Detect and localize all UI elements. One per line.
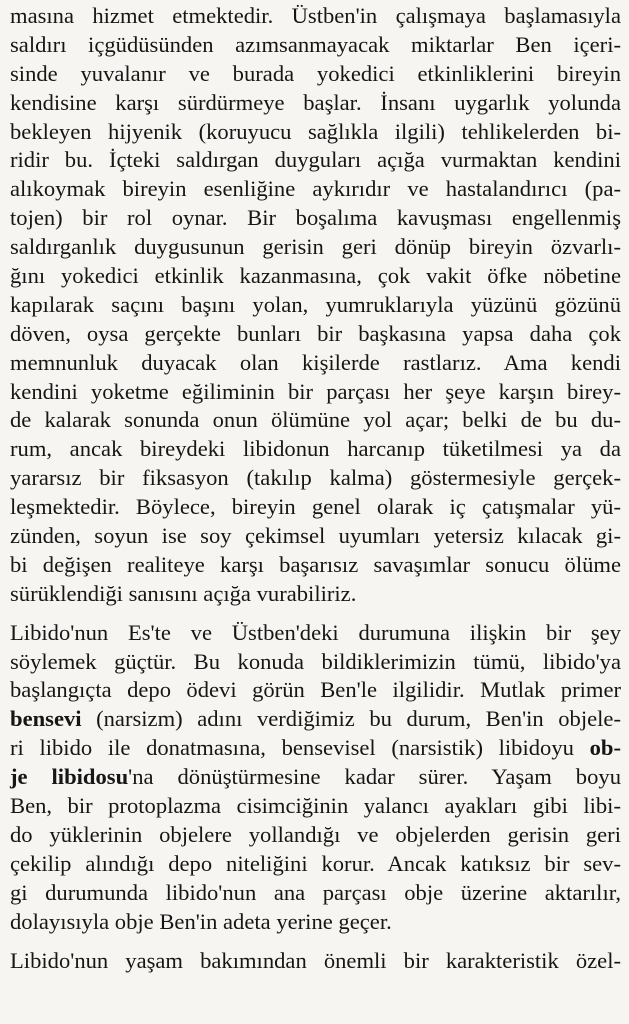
paragraph-2 (10, 619, 621, 937)
text-line: memnunluk duyacak olan kişilerde rastlarız. Ama kendi (10, 349, 621, 375)
text-line: Libido'nun Es'te ve Üstben'deki durumuna ilişkin bir şey (10, 619, 621, 645)
text-line: rum, ancak bireydeki libidonun harcanıp tüketilmesi ya da (10, 436, 621, 462)
text-line: çekilip alındığı depo niteliğini korur. Ancak katıksız bir sev- (10, 850, 621, 876)
text-line: tojen) bir rol oynar. Bir boşalıma kavuşması engellenmiş (10, 205, 621, 231)
text-line: Ben, bir protoplazma cisimciğinin yalancı ayakları gibi libi- (10, 793, 621, 819)
text-line: alıkoymak bireyin esenliğine aykırıdır ve hastalandırıcı (pa- (10, 176, 621, 202)
text-line-last: sürüklendiği sanısını açığa vurabiliriz. (10, 580, 357, 606)
paragraph-gap (10, 937, 621, 947)
paragraph-3 (10, 947, 621, 976)
text-line: bekleyen hijyenik (koruyucu sağlıkla ilgili) tehlikelerden bi- (10, 118, 621, 144)
text-line: leşmektedir. Böylece, bireyin genel olarak iç çatışmalar yü- (10, 494, 621, 520)
text-line-last: dolayısıyla obje Ben'in adeta yerine geçer. (10, 908, 392, 934)
text-line (10, 763, 621, 792)
text-line: Libido'nun yaşam bakımından önemli bir karakteristik özel- (10, 947, 621, 973)
text-line (10, 705, 621, 734)
book-page (10, 2, 621, 975)
text-line: kendisine karşı sürdürmeye başlar. İnsanı uygarlık yolunda (10, 89, 621, 115)
text-line: de kalarak sonunda onun ölümüne yol açar; belki de bu du- (10, 407, 621, 433)
text-line: saldırı içgüdüsünden azımsanmayacak miktarlar Ben içeri- (10, 31, 621, 57)
text-line: ğını yokedici etkinlik kazanmasına, çok vakit öfke nöbetine (10, 263, 621, 289)
text-line: ridir bu. İçteki saldırgan duyguları açığa vurmaktan kendini (10, 147, 621, 173)
text-line: sinde yuvalanır ve burada yokedici etkinliklerini bireyin (10, 60, 621, 86)
paragraph-1 (10, 2, 621, 609)
text-line: bi değişen realiteye karşı başarısız savaşımlar sonucu ölüme (10, 551, 621, 577)
text-line: gi durumunda libido'nun ana parçası obje üzerine aktarılır, (10, 879, 621, 905)
term-bensevi: bensevi (10, 706, 82, 732)
term-obje-libidosu-end: je libidosu (10, 764, 129, 790)
text-run: 'na dönüştürmesine kadar sürer. Yaşam boyu (128, 764, 621, 790)
text-line: saldırganlık duygusunun gerisin geri dönüp bireyin özvarlı- (10, 234, 621, 260)
text-line (10, 734, 621, 763)
text-line: söylemek güçtür. Bu konuda bildiklerimizin tümü, libido'ya (10, 648, 621, 674)
text-line: zünden, soyun ise soy çekimsel uyumları yetersiz kılacak gi- (10, 523, 621, 549)
term-obje-libidosu-start: ob- (589, 735, 621, 761)
text-line: başlangıçta depo ödevi görün Ben'le ilgilidir. Mutlak primer (10, 677, 621, 703)
text-run: (narsizm) adını verdiğimiz bu durum, Ben'in objele- (81, 706, 621, 732)
text-line: do yüklerinin objelere yollandığı ve objelerden gerisin geri (10, 821, 621, 847)
text-line: kendini yoketme eğiliminin bir parçası her şeye karşın birey- (10, 378, 621, 404)
text-line: döven, oysa gerçekte bunları bir başkasına yapsa daha çok (10, 320, 621, 346)
text-line: kapılarak saçını başını yolan, yumruklarıyla yüzünü gözünü (10, 291, 621, 317)
text-line: masına hizmet etmektedir. Üstben'in çalışmaya başlamasıyla (10, 3, 621, 28)
paragraph-gap (10, 609, 621, 619)
text-line: yararsız bir fiksasyon (takılıp kalma) göstermesiyle gerçek- (10, 465, 621, 491)
text-run: ri libido ile donatmasına, bensevisel (narsistik) libidoyu (10, 735, 590, 761)
